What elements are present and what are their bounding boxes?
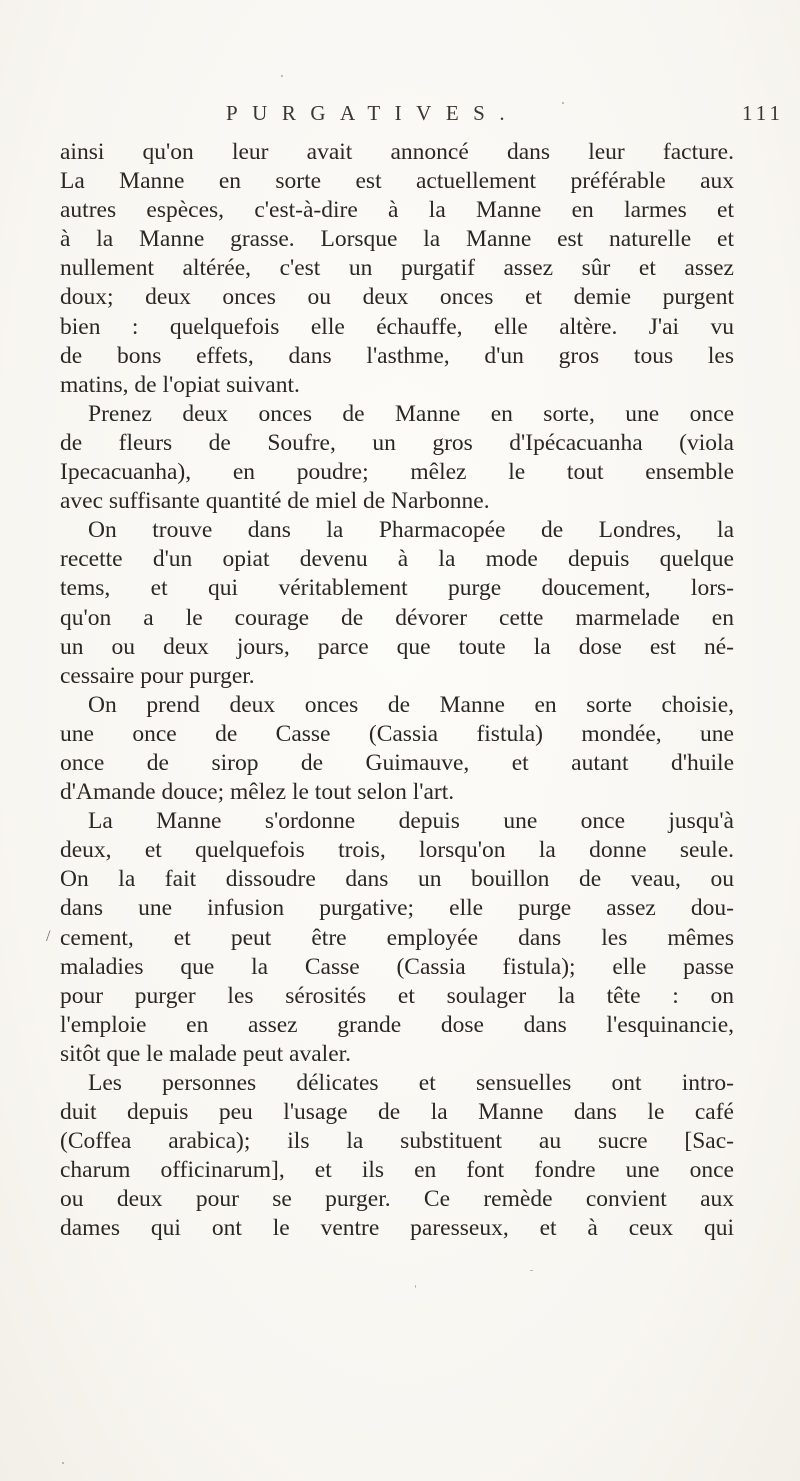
paper-speck bbox=[415, 1285, 416, 1288]
paragraph-start-line: Prenez deux onces de Manne en sorte, une once bbox=[88, 400, 734, 427]
paper-speck bbox=[562, 102, 564, 104]
text-line: deux, et quelquefois trois, lorsqu'on la donne seule. bbox=[60, 837, 734, 864]
text-line: cement, et peut être employée dans les mêmes bbox=[60, 924, 734, 951]
paragraph-start-line: Les personnes délicates et sensuelles ont intro- bbox=[88, 1070, 734, 1096]
text-line: La Manne en sorte est actuellement préférable aux bbox=[60, 168, 734, 195]
text-line: de bons effets, dans l'asthme, d'un gros tous les bbox=[60, 342, 734, 369]
text-line: qu'on a le courage de dévorer cette marmelade en bbox=[60, 604, 734, 631]
text-line: tems, et qui véritablement purge doucement, lors- bbox=[60, 575, 734, 602]
page-number: 111 bbox=[742, 101, 784, 125]
text-line: cessaire pour purger. bbox=[60, 662, 255, 689]
text-line: ainsi qu'on leur avait annoncé dans leur facture. bbox=[60, 139, 734, 165]
paragraph-start-line: On trouve dans la Pharmacopée de Londres, la bbox=[88, 517, 734, 544]
paragraph-start-line: La Manne s'ordonne depuis une once jusqu'à bbox=[88, 808, 734, 835]
text-line: d'Amande douce; mêlez le tout selon l'art. bbox=[60, 779, 455, 806]
text-line: à la Manne grasse. Lorsque la Manne est naturelle et bbox=[60, 226, 734, 253]
text-line: once de sirop de Guimauve, et autant d'huile bbox=[60, 749, 734, 776]
text-line: une once de Casse (Cassia fistula) mondée, une bbox=[60, 720, 734, 747]
paper-speck bbox=[530, 1270, 533, 1271]
paragraph-start-line: On prend deux onces de Manne en sorte choisie, bbox=[88, 691, 734, 718]
text-line: de fleurs de Soufre, un gros d'Ipécacuanha (viola bbox=[60, 429, 734, 456]
text-line: matins, de l'opiat suivant. bbox=[60, 371, 300, 398]
margin-tick-mark: / bbox=[46, 928, 51, 945]
running-title: PURGATIVES. bbox=[226, 101, 520, 125]
text-line: (Coffea arabica); ils la substituent au sucre [Sac- bbox=[60, 1128, 734, 1155]
text-line: avec suffisante quantité de miel de Narbonne. bbox=[60, 488, 490, 515]
text-line: l'emploie en assez grande dose dans l'esquinancie, bbox=[60, 1011, 734, 1038]
text-line: autres espèces, c'est-à-dire à la Manne en larmes et bbox=[60, 197, 734, 224]
text-line: doux; deux onces ou deux onces et demie purgent bbox=[60, 284, 734, 311]
text-line: dames qui ont le ventre paresseux, et à ceux qui bbox=[60, 1215, 734, 1242]
text-line: nullement altérée, c'est un purgatif assez sûr et assez bbox=[60, 255, 734, 282]
text-line: recette d'un opiat devenu à la mode depuis quelque bbox=[60, 546, 734, 573]
text-line: maladies que la Casse (Cassia fistula); elle passe bbox=[60, 953, 734, 980]
paper-speck bbox=[62, 1462, 64, 1464]
paper-speck bbox=[281, 75, 283, 77]
text-line: sitôt que le malade peut avaler. bbox=[60, 1040, 352, 1067]
text-line: dans une infusion purgative; elle purge assez dou- bbox=[60, 895, 734, 922]
text-line: On la fait dissoudre dans un bouillon de veau, ou bbox=[60, 866, 734, 893]
text-line: pour purger les sérosités et soulager la tête : on bbox=[60, 982, 734, 1009]
text-line: un ou deux jours, parce que toute la dose est né- bbox=[60, 633, 734, 660]
text-line: duit depuis peu l'usage de la Manne dans le café bbox=[60, 1099, 734, 1126]
text-line: bien : quelquefois elle échauffe, elle altère. J'ai vu bbox=[60, 313, 734, 340]
body-text bbox=[60, 138, 734, 1244]
running-head bbox=[0, 101, 800, 131]
text-line: Ipecacuanha), en poudre; mêlez le tout ensemble bbox=[60, 459, 734, 486]
text-line: charum officinarum], et ils en font fondre une once bbox=[60, 1157, 734, 1184]
text-line: ou deux pour se purger. Ce remède convient aux bbox=[60, 1186, 734, 1213]
